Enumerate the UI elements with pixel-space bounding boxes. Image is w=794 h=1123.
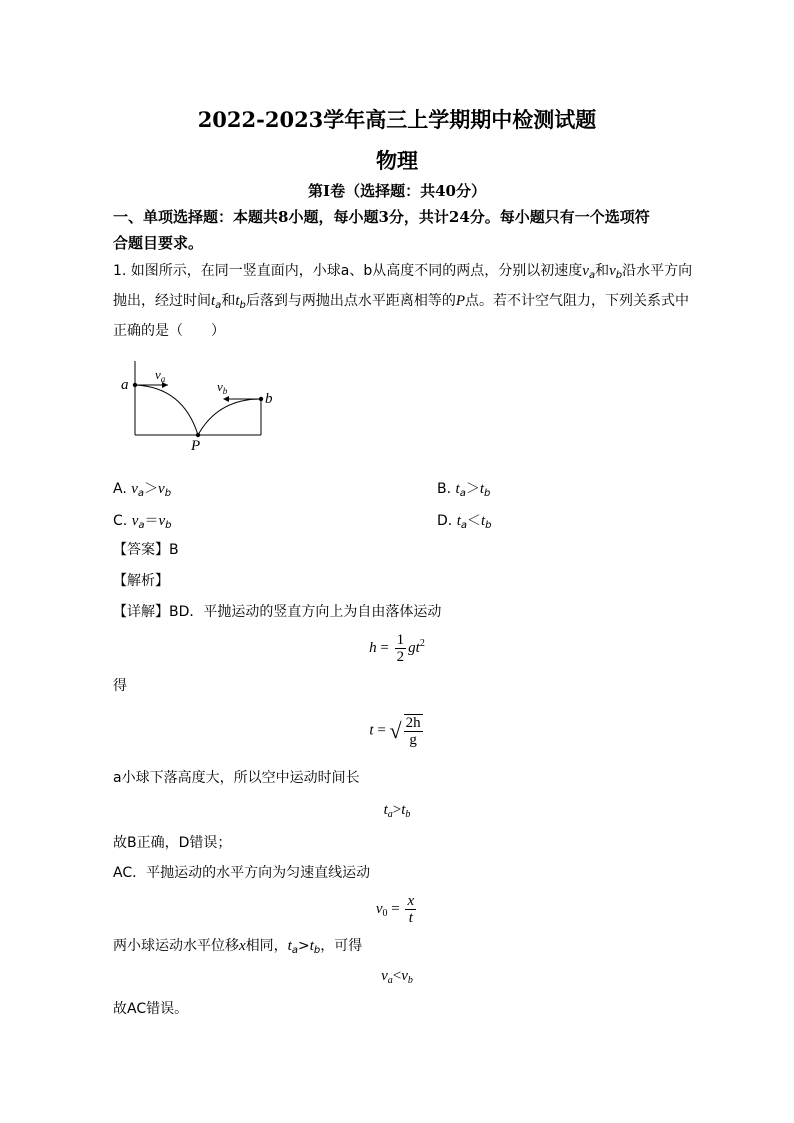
subscript-b: b [165, 520, 172, 531]
symbol-t: t [479, 481, 484, 497]
symbol-v: v [582, 263, 589, 279]
symbol-t: t [456, 513, 461, 529]
option-prefix: B. [437, 481, 456, 497]
arrowhead-b [223, 396, 229, 402]
symbol-t: t [455, 481, 460, 497]
option-d[interactable] [437, 510, 492, 530]
subscript-a: a [588, 270, 596, 281]
question-text: 后落到与两抛出点水平距离相等的 [245, 293, 456, 309]
formula-h: h = $\frac{1}{2}$ $gt^2$ [369, 632, 425, 665]
question-text: 沿水平方向 [622, 263, 693, 279]
subject-title: 物理 [376, 148, 418, 173]
point-a [133, 383, 137, 387]
question-text: 抛出，经过时间 [113, 293, 211, 309]
formula-va-vb: $v_a<v_b$ [381, 968, 413, 986]
section-heading-line2: 合题目要求。 [113, 234, 204, 252]
conclusion-1: 故B正确，D错误； [113, 835, 232, 851]
reason-line-2: 两小球运动水平位移x相同，$t_a>t_b$，可得 [113, 938, 363, 956]
symbol-v: v [131, 481, 138, 497]
subscript-b: b [484, 488, 491, 499]
option-a[interactable] [113, 478, 171, 498]
relation: ＜ [467, 513, 481, 529]
detail-line-1: 【详解】BD．平抛运动的竖直方向上为自由落体运动 [113, 604, 442, 620]
point-p [196, 433, 200, 437]
exam-title: 2022-2023学年高三上学期期中检测试题 [197, 107, 597, 132]
symbol-v: v [158, 513, 166, 529]
question-text: 点。若不计空气阻力，下列关系式中 [465, 293, 690, 309]
question-line-1 [113, 261, 692, 281]
question-text: 和 [595, 263, 610, 279]
question-line-3: 正确的是（ ） [113, 323, 225, 339]
trajectory-a [135, 385, 198, 435]
label-p: P [191, 438, 201, 454]
reason-line-1: a小球下落高度大，所以空中运动时间长 [113, 770, 360, 786]
subscript-a: a [137, 488, 145, 499]
symbol-p: P [455, 293, 466, 309]
symbol-v: v [158, 481, 165, 497]
subscript-a: a [138, 520, 145, 531]
question-text: 1. 如图所示，在同一竖直面内，小球a、b从高度不同的两点，分别以初速度 [113, 263, 583, 279]
subscript-a: a [460, 520, 467, 531]
subscript-b: b [164, 488, 172, 499]
question-text: 和 [221, 293, 236, 309]
section-heading-line1: 一、单项选择题：本题共8小题，每小题3分，共计24分。每小题只有一个选项符 [113, 208, 650, 226]
symbol-t: t [211, 293, 216, 309]
volume-heading: 第Ⅰ卷（选择题：共40分） [308, 182, 486, 200]
symbol-t: t [481, 513, 486, 529]
analysis-label: 【解析】 [113, 573, 169, 589]
trajectory-b [198, 399, 261, 435]
conclusion-2: 故AC错误。 [113, 1001, 189, 1017]
projectile-figure [113, 355, 283, 455]
detail-line-2: AC．平抛运动的水平方向为匀速直线运动 [113, 865, 371, 881]
label-a: a [121, 377, 129, 393]
subscript-b: b [239, 300, 246, 311]
subscript-a: a [459, 488, 466, 499]
label-vb: $v_b$ [217, 379, 228, 396]
formula-t: t = √ $\frac{2h}{g}$ [369, 715, 421, 748]
answer-line: 【答案】B [113, 542, 179, 558]
option-prefix: A. [113, 481, 132, 497]
relation: ＝ [144, 513, 159, 529]
relation: ＞ [465, 481, 480, 497]
symbol-t: t [235, 293, 240, 309]
de-line: 得 [113, 678, 127, 694]
relation: ＞ [144, 481, 159, 497]
question-line-2 [113, 291, 689, 311]
formula-v0: $v_0$ = $\frac{x}{t}$ [375, 893, 415, 926]
symbol-v: v [131, 513, 139, 529]
symbol-v: v [609, 263, 616, 279]
option-c[interactable] [113, 510, 172, 530]
option-prefix: C. [113, 513, 132, 529]
label-va: $v_a$ [155, 367, 166, 384]
subscript-b: b [485, 520, 492, 531]
point-b [259, 397, 263, 401]
subscript-b: b [615, 270, 623, 281]
option-prefix: D. [437, 513, 457, 529]
formula-ta-tb: $t_a>t_b$ [383, 802, 411, 820]
label-b: b [265, 391, 273, 407]
option-b[interactable] [437, 478, 490, 498]
subscript-a: a [215, 300, 222, 311]
